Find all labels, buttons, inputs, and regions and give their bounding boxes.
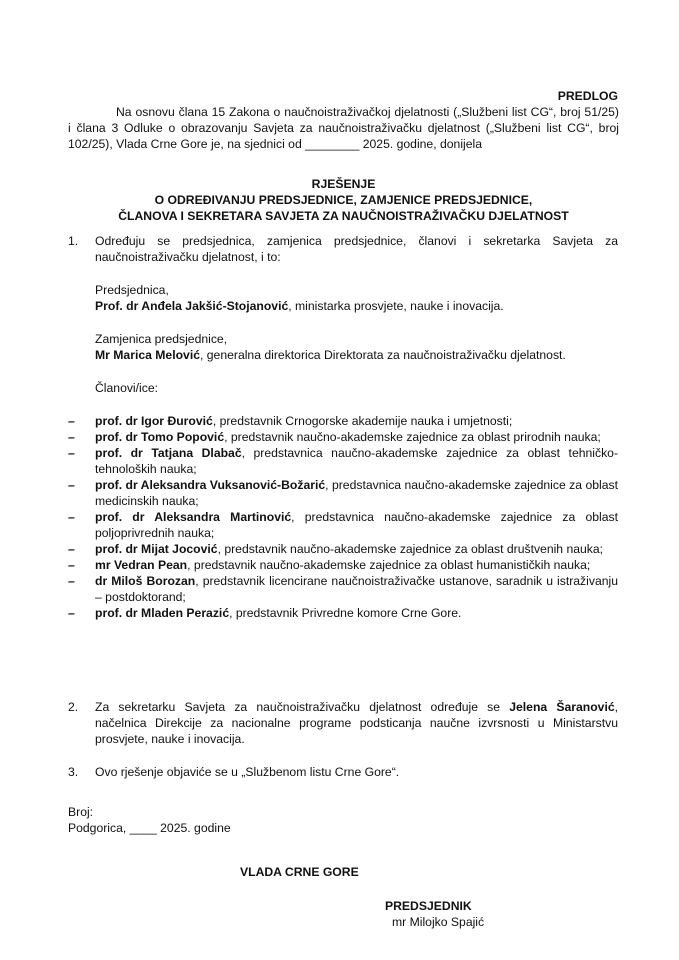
dash-bullet: –: [68, 478, 75, 492]
president-entry: [95, 298, 618, 314]
member-role: , predstavnik Privredne komore Crne Gore.: [229, 606, 462, 620]
preamble: Na osnovu člana 15 Zakona o naučnoistraživačkoj djelatnosti („Službeni list CG“, broj 51/25) i člana 3 Odluke o obrazovanju Savjeta za naučnoistraživačku djelatnost („Službeni list CG“, broj 102/25), Vlada Crne Gore je, na sjednici od ________ 2025. godine, donijela: [68, 105, 619, 151]
member-name: prof. dr Tomo Popović: [95, 430, 225, 444]
member-item: [68, 541, 618, 557]
title-line-3: ČLANOVA I SEKRETARA SAVJETA ZA NAUČNOISTRAŽIVAČKU DJELATNOST: [118, 209, 569, 223]
government-name: VLADA CRNE GORE: [240, 865, 359, 879]
member-name: prof. dr Mladen Perazić: [95, 606, 230, 620]
item-3: [68, 764, 618, 780]
member-name: prof. dr Mijat Jocović: [95, 542, 218, 556]
member-item: [68, 413, 618, 429]
president-role: , ministarka prosvjete, nauke i inovacija.: [288, 299, 504, 313]
dash-bullet: –: [68, 430, 75, 444]
document-title: [68, 176, 619, 224]
member-item: [68, 605, 618, 621]
member-name: prof. dr Aleksandra Martinović: [95, 510, 292, 524]
item-3-text: Ovo rješenje objaviće se u „Službenom listu Crne Gore“.: [95, 765, 400, 779]
member-role: , predstavnik naučno-akademske zajednice za oblast prirodnih nauka;: [224, 430, 601, 444]
member-item: [68, 429, 618, 445]
president-name: Prof. dr Anđela Jakšić-Stojanović: [95, 299, 289, 313]
member-role: , predstavnik naučno-akademske zajednice za oblast društvenih nauka;: [217, 542, 604, 556]
deputy-role: , generalna direktorica Direktorata za naučnoistraživačku djelatnost.: [200, 348, 566, 362]
dash-bullet: –: [68, 558, 75, 572]
member-role: , predstavnica naučno-akademske zajednice za oblast tehničko-tehnoloških nauka;: [95, 446, 619, 476]
member-role: , predstavnik naučno-akademske zajednice za oblast humanističkih nauka;: [187, 558, 591, 572]
signatory-title: PREDSJEDNIK: [385, 899, 472, 913]
deputy-label: Zamjenica predsjednice,: [95, 332, 228, 346]
item-1: [68, 233, 619, 621]
member-item: [68, 509, 618, 541]
dash-bullet: –: [68, 574, 75, 588]
dash-bullet: –: [68, 414, 75, 428]
signatory-name: mr Milojko Spajić: [392, 915, 485, 929]
member-name: prof. dr Tatjana Dlabač: [95, 446, 242, 460]
member-role: , predstavnik Crnogorske akademije nauka i umjetnosti;: [212, 414, 513, 428]
item-2-text: Za sekretarku Savjeta za naučnoistraživačku djelatnost određuje se: [95, 700, 510, 714]
place-date: Podgorica, ____ 2025. godine: [68, 821, 231, 835]
member-role: , predstavnica naučno-akademske zajednice za oblast medicinskih nauka;: [95, 478, 618, 508]
proposal-label: PREDLOG: [557, 89, 618, 103]
reference-number: Broj:: [68, 805, 94, 819]
deputy-name: Mr Marica Melović: [95, 348, 200, 362]
item-2: [68, 699, 618, 747]
members-label: Članovi/ice:: [95, 381, 158, 395]
item-1-text: Određuju se predsjednica, zamjenica predsjednice, članovi i sekretarka Savjeta za naučnoistraživačku djelatnost, i to:: [95, 234, 618, 264]
members-list: [68, 413, 619, 621]
item-number: 1.: [68, 234, 79, 248]
dash-bullet: –: [68, 510, 75, 524]
member-item: [68, 573, 618, 605]
title-line-2: O ODREĐIVANJU PREDSJEDNICE, ZAMJENICE PREDSJEDNICE,: [154, 193, 533, 207]
member-name: prof. dr Igor Đurović: [95, 414, 213, 428]
member-item: [68, 445, 619, 477]
secretary-name: Jelena Šaranović: [509, 700, 615, 714]
member-name: prof. dr Aleksandra Vuksanović-Božarić: [95, 478, 326, 492]
member-role: , predstavnik licencirane naučnoistraživačke ustanove, saradnik u istraživanju – postdoktorand;: [95, 574, 618, 604]
member-item: [68, 557, 618, 573]
member-item: [68, 477, 618, 509]
dash-bullet: –: [68, 542, 75, 556]
member-name: mr Vedran Pean: [95, 558, 188, 572]
dash-bullet: –: [68, 446, 75, 460]
deputy-entry: [95, 347, 618, 363]
dash-bullet: –: [68, 606, 75, 620]
secretary-role: , načelnica Direkcije za nacionalne programe podsticanja naučne izvrsnosti u Ministarstvu prosvjete, nauke i inovacija.: [95, 700, 618, 746]
president-label: Predsjednica,: [95, 283, 169, 297]
member-name: dr Miloš Borozan: [95, 574, 196, 588]
item-number: 2.: [68, 700, 79, 714]
title-line-1: RJEŠENJE: [311, 177, 376, 191]
member-role: , predstavnica naučno-akademske zajednice za oblast poljoprivrednih nauka;: [95, 510, 618, 540]
item-number: 3.: [68, 765, 79, 779]
